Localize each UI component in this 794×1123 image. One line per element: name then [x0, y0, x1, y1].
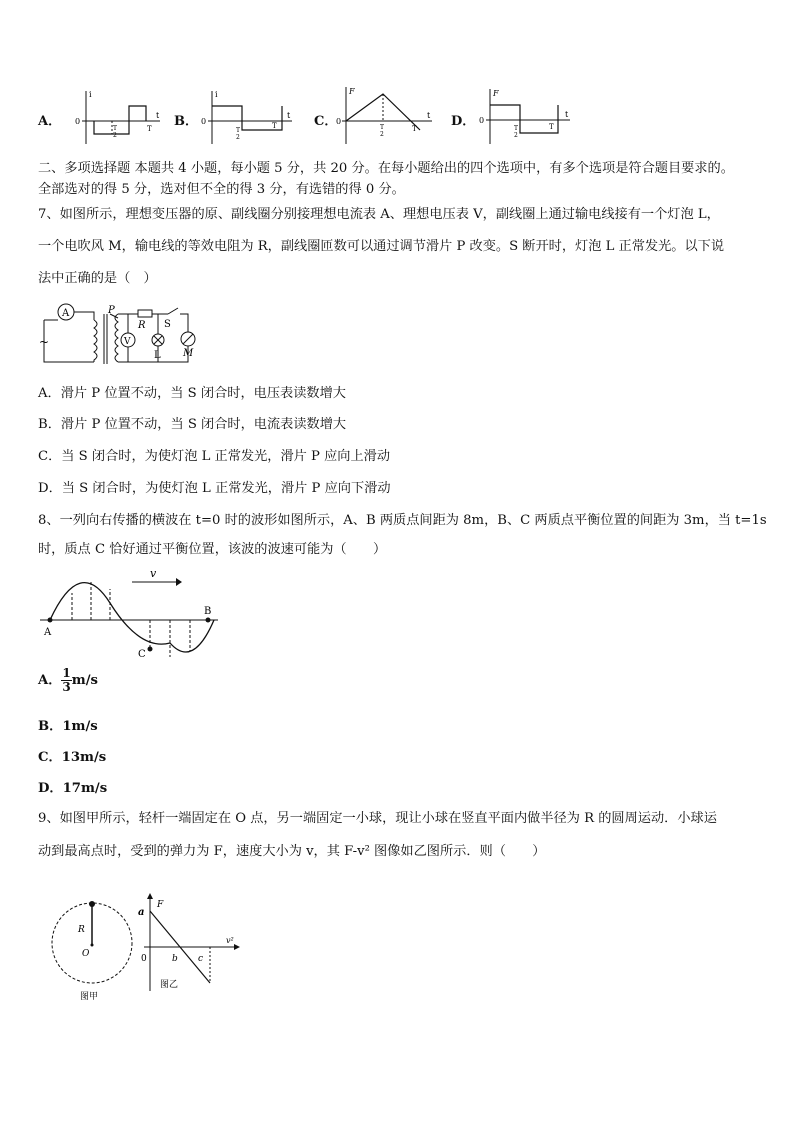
section2-line1: 二、多项选择题 本题共 4 小题，每小题 5 分，共 20 分。在每小题给出的四个选项中，有多个选项是符合题目要求的。 — [38, 161, 734, 176]
svg-text:t: t — [565, 110, 569, 119]
svg-text:2: 2 — [113, 132, 117, 139]
q8-option-a: A． $\frac{1}{3}$ m/s — [38, 666, 98, 694]
q7-line1: 7、如图所示，理想变压器的原、副线圈分别接理想电流表 A、理想电压表 V，副线圈上通过输电线接有一个灯泡 L， — [38, 207, 720, 222]
svg-text:S: S — [164, 319, 171, 330]
q7-option-b: B．滑片 P 位置不动，当 S 闭合时，电流表读数增大 — [38, 417, 347, 432]
q8-option-b: B．1m/s — [38, 719, 98, 734]
svg-text:2: 2 — [514, 132, 518, 139]
resistor-icon — [138, 310, 152, 317]
svg-text:t: t — [287, 111, 291, 120]
svg-text:T: T — [412, 125, 417, 133]
svg-text:图甲: 图甲 — [80, 992, 99, 1002]
svg-text:t: t — [156, 111, 160, 120]
svg-text:b: b — [172, 954, 178, 964]
svg-text:a: a — [138, 907, 145, 918]
q8-option-d: D．17m/s — [38, 781, 108, 796]
svg-text:t: t — [427, 111, 431, 120]
q6-option-d-graph — [478, 86, 574, 146]
svg-text:0: 0 — [336, 117, 342, 126]
svg-text:T: T — [380, 124, 385, 131]
q7-line3: 法中正确的是（ ） — [38, 271, 157, 286]
switch-icon — [168, 308, 178, 314]
q6-option-a-label: A． — [38, 114, 62, 129]
q8-line1: 8、一列向右传播的横波在 t=0 时的波形如图所示，A、B 两质点间距为 8m，B、C 两质点平衡位置的间距为 3m，当 t=1s — [38, 513, 767, 528]
svg-text:~: ~ — [39, 335, 50, 349]
q8-line2: 时，质点 C 恰好通过平衡位置，该波的波速可能为（ ） — [38, 542, 387, 557]
svg-text:T: T — [549, 123, 554, 131]
svg-text:A: A — [44, 627, 52, 638]
q6-option-c-graph — [336, 84, 436, 146]
q6-d-axis-label: F — [493, 89, 499, 98]
section2-line2: 全部选对的得 5 分，选对但不全的得 3 分，有选错的得 0 分。 — [38, 182, 405, 197]
svg-text:C: C — [138, 649, 146, 660]
svg-text:L: L — [154, 350, 161, 361]
svg-text:T: T — [236, 127, 241, 134]
svg-text:0: 0 — [141, 954, 147, 964]
q7-transformer-circuit-diagram — [36, 300, 206, 368]
svg-text:2: 2 — [380, 131, 384, 138]
svg-text:F: F — [157, 900, 164, 910]
svg-text:R: R — [78, 925, 85, 935]
svg-text:V: V — [124, 337, 131, 347]
point-a-marker — [48, 618, 53, 623]
svg-text:O: O — [82, 949, 90, 959]
svg-text:R: R — [138, 320, 146, 331]
svg-text:T: T — [147, 125, 152, 133]
point-b-marker — [206, 618, 211, 623]
svg-text:v: v — [150, 567, 157, 580]
q8-wave-diagram — [36, 565, 226, 665]
q8-option-c: C．13m/s — [38, 750, 107, 765]
q6-option-b-graph — [200, 88, 296, 146]
q7-option-a: A．滑片 P 位置不动，当 S 闭合时，电压表读数增大 — [38, 386, 346, 401]
svg-text:T: T — [514, 125, 519, 132]
q7-option-c: C．当 S 闭合时，为使灯泡 L 正常发光，滑片 P 应向上滑动 — [38, 449, 391, 464]
svg-text:T: T — [113, 125, 118, 132]
svg-text:图乙: 图乙 — [160, 980, 179, 990]
q6-a-axis-label: i — [89, 90, 92, 99]
svg-text:v²: v² — [226, 936, 234, 945]
q6-b-axis-label: i — [215, 90, 218, 99]
svg-text:M: M — [183, 348, 194, 359]
q7-option-d: D．当 S 闭合时，为使灯泡 L 正常发光，滑片 P 应向下滑动 — [38, 481, 391, 496]
svg-text:0: 0 — [479, 116, 485, 125]
q7-line2: 一个电吹风 M，输电线的等效电阻为 R，副线圈匝数可以通过调节滑片 P 改变。S 断开时，灯泡 L 正常发光。以下说 — [38, 239, 725, 254]
point-c-marker — [148, 647, 153, 652]
wave-curve — [50, 583, 214, 652]
svg-text:P: P — [108, 305, 115, 316]
q6-option-d-label: D． — [451, 114, 476, 129]
svg-text:c: c — [198, 954, 204, 964]
svg-text:0: 0 — [201, 117, 207, 126]
q9-figures — [48, 893, 248, 1005]
svg-text:0: 0 — [75, 117, 81, 126]
q6-option-c-label: C． — [314, 114, 338, 129]
svg-text:2: 2 — [236, 134, 240, 141]
q6-option-a-graph — [72, 88, 164, 146]
ball-icon — [89, 901, 95, 907]
q6-option-b-label: B． — [174, 114, 198, 129]
svg-text:A: A — [62, 308, 70, 319]
svg-text:B: B — [204, 606, 212, 617]
svg-text:T: T — [272, 122, 277, 130]
q9-line1: 9、如图甲所示，轻杆一端固定在 O 点，另一端固定一小球，现让小球在竖直平面内做半径为 R 的圆周运动．小球运 — [38, 811, 717, 826]
q9-line2: 动到最高点时，受到的弹力为 F，速度大小为 v，其 F-v² 图像如乙图所示．则（ ） — [38, 844, 546, 859]
q6-c-axis-label: F — [349, 87, 355, 96]
